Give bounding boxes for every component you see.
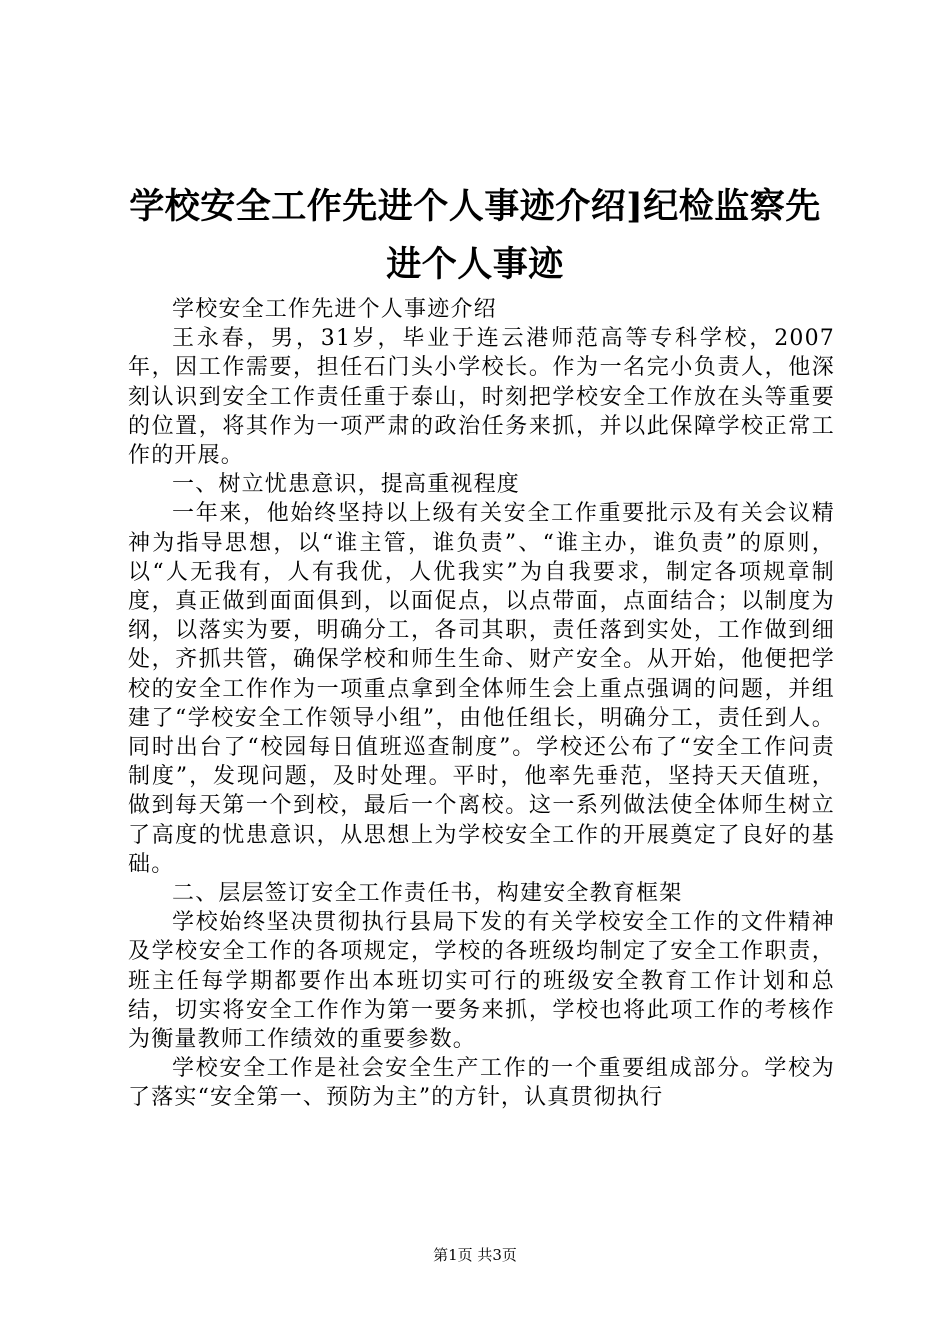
page-footer: 第1页 共3页: [433, 1246, 517, 1264]
document-body: [128, 295, 835, 1113]
section-heading-1: 一、树立忧患意识，提高重视程度: [172, 472, 521, 498]
section-heading-2: 二、层层签订安全工作责任书，构建安全教育框架: [172, 881, 683, 907]
paragraph-intro: 王永春，男，31岁，毕业于连云港师范高等专科学校，2007年，因工作需要，担任石门头小学校长。作为一名完小负责人，他深刻认识到安全工作责任重于泰山，时刻把学校安全工作放在头等重要的位置，将其作为一项严肃的政治任务来抓，并以此保障学校正常工作的开展。: [128, 326, 835, 469]
paragraph-subtitle: 学校安全工作先进个人事迹介绍: [172, 297, 497, 322]
paragraph-section-1: 一年来，他始终坚持以上级有关安全工作重要批示及有关会议精神为指导思想，以“谁主管，谁负责”、“谁主办，谁负责”的原则，以“人无我有，人有我优，人优我实”为自我要求，制定各项规章制度，真正做到面面俱到，以面促点，以点带面，点面结合；以制度为纲，以落实为要，明确分工，各司其职，责任落到实处，工作做到细处，齐抓共管，确保学校和师生生命、财产安全。从开始，他便把学校的安全工作作为一项重点拿到全体师生会上重点强调的问题，并组建了“学校安全工作领导小组”，由他任组长，明确分工，责任到人。同时出台了“校园每日值班巡查制度”。学校还公布了“安全工作问责制度”，发现问题，及时处理。平时，他率先垂范，坚持天天值班，做到每天第一个到校，最后一个离校。这一系列做法使全体师生树立了高度的忧患意识，从思想上为学校安全工作的开展奠定了良好的基础。: [128, 501, 835, 877]
paragraph-section-2b: 学校安全工作是社会安全生产工作的一个重要组成部分。学校为了落实“安全第一、预防为主”的方针，认真贯彻执行: [128, 1056, 835, 1111]
document-title: 学校安全工作先进个人事迹介绍]纪检监察先进个人事迹: [129, 186, 821, 285]
paragraph-section-2: 学校始终坚决贯彻执行县局下发的有关学校安全工作的文件精神及学校安全工作的各项规定，学校的各班级均制定了安全工作职责，班主任每学期都要作出本班切实可行的班级安全教育工作计划和总结，切实将安全工作作为第一要务来抓，学校也将此项工作的考核作为衡量教师工作绩效的重要参数。: [128, 910, 835, 1053]
